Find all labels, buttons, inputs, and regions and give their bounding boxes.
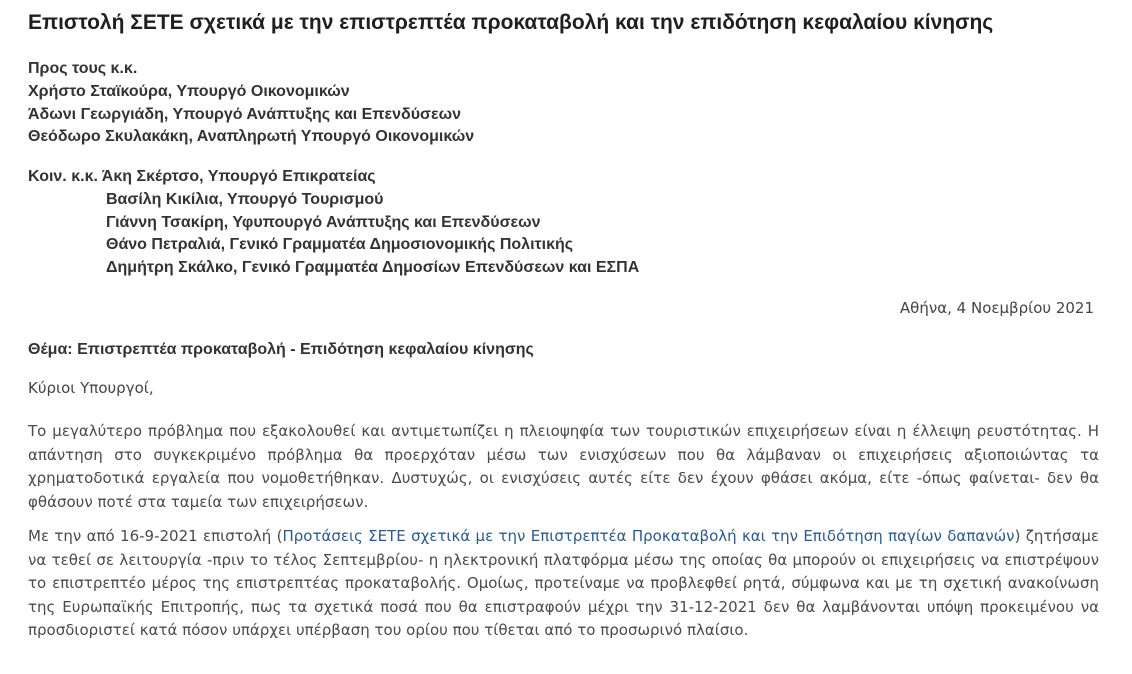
cc-block	[28, 166, 639, 280]
recipient-line: Άδωνι Γεωργιάδη, Υπουργό Ανάπτυξης και Επενδύσεων	[28, 105, 461, 123]
recipient-line: Θεόδωρο Σκυλακάκη, Αναπληρωτή Υπουργό Οικονομικών	[28, 128, 475, 146]
salutation: Κύριοι Υπουργοί,	[28, 379, 154, 397]
page-title: Επιστολή ΣΕΤΕ σχετικά με την επιστρεπτέα προκαταβολή και την επιδότηση κεφαλαίου κίνησης	[28, 11, 994, 34]
body-paragraph-1: Το μεγαλύτερο πρόβλημα που εξακολουθεί και αντιμετωπίζει η πλειοψηφία των τουριστικών επιχειρήσεων είναι η έλλειψη ρευστότητας. Η απάντηση στο συγκεκριμένο πρόβλημα θα προερχόταν μέσω των ενισχύσεων που θα λάμβαναν οι επιχειρήσεις αξιοποιώντας τα χρηματοδοτικά εργαλεία που νομοθετήθηκαν. Δυστυχώς, οι ενισχύσεις αυτές είτε δεν έχουν φθάσει ακόμα, είτε -όπως φαίνεται- δεν θα φθάσουν ποτέ στα ταμεία των επιχειρήσεων.	[28, 422, 1099, 511]
cc-recipient: Βασίλη Κικίλια, Υπουργό Τουρισμού	[106, 190, 384, 208]
cc-first-line	[28, 166, 639, 189]
cc-recipient: Δημήτρη Σκάλκο, Γενικό Γραμματέα Δημοσίων Επενδύσεων και ΕΣΠΑ	[106, 259, 640, 277]
recipient-line: Χρήστο Σταϊκούρα, Υπουργό Οικονομικών	[28, 82, 350, 100]
paragraph-text: Με την από 16-9-2021 επιστολή (	[28, 527, 283, 545]
letter-subject: Θέμα: Επιστρεπτέα προκαταβολή - Επιδότηση κεφαλαίου κίνησης	[28, 341, 534, 358]
cc-rest-list	[28, 189, 639, 280]
cc-prefix: Κοιν. κ.κ.	[28, 168, 102, 185]
proposals-link[interactable]: Προτάσεις ΣΕΤΕ σχετικά με την Επιστρεπτέα Προκαταβολή και την Επιδότηση παγίων δαπανών	[282, 527, 1015, 545]
cc-recipient: Θάνο Πετραλιά, Γενικό Γραμματέα Δημοσιονομικής Πολιτικής	[106, 236, 574, 254]
letter-date: Αθήνα, 4 Νοεμβρίου 2021	[899, 299, 1094, 317]
cc-recipient: Άκη Σκέρτσο, Υπουργό Επικρατείας	[101, 168, 376, 185]
cc-recipient: Γιάννη Τσακίρη, Υφυπουργό Ανάπτυξης και Επενδύσεων	[106, 213, 541, 231]
addressees-intro: Προς τους κ.κ.	[28, 60, 138, 77]
addressees-block	[28, 58, 474, 149]
body-paragraph-2	[28, 525, 1099, 643]
paragraph-text: ) ζητήσαμε να τεθεί σε λειτουργία -πριν το τέλος Σεπτεμβρίου- η ηλεκτρονική πλατφόρμα μέσω της οποίας θα μπορούν οι επιχειρήσεις να επιστρέψουν το επιστρεπτέο μέρος της επιστρεπτέας προκαταβολής. Ομοίως, προτείναμε να προβλεφθεί ρητά, σύμφωνα και με τη σχετική ανακοίνωση της Ευρωπαϊκής Επιτροπής, πως τα σχετικά ποσά που θα επιστραφούν μέχρι την 31-12-2021 δεν θα λαμβάνονται υπόψη προκειμένου να προσδιοριστεί κατά πόσον υπάρχει υπέρβαση του ορίου που τίθεται από το προσωρινό πλαίσιο.	[28, 527, 1099, 639]
